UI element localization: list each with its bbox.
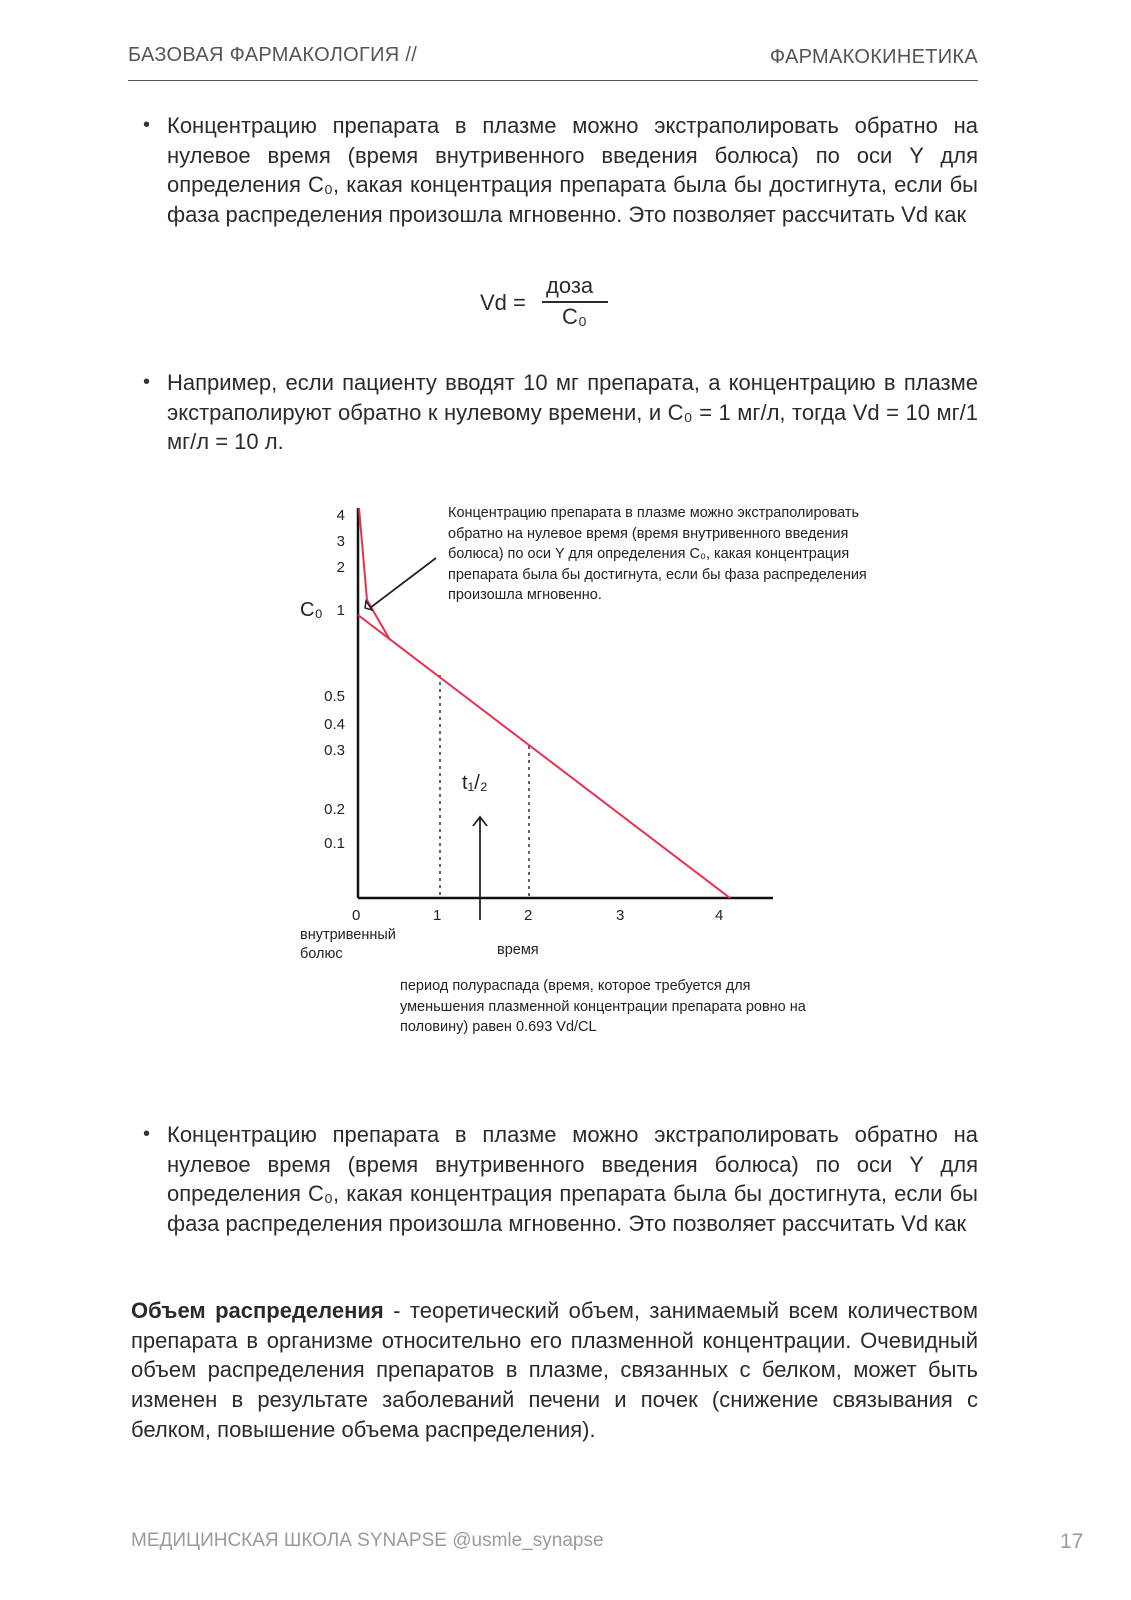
y-tick-label: 4 — [336, 507, 345, 524]
x-tick-label: 0 — [352, 907, 361, 924]
definition-paragraph — [131, 1296, 978, 1445]
formula-fraction-bar — [542, 301, 608, 303]
page-header — [128, 42, 978, 81]
x-tick-label: 4 — [715, 907, 724, 924]
header-book-title: БАЗОВАЯ ФАРМАКОЛОГИЯ // — [128, 44, 418, 66]
x-axis-title: время — [497, 942, 539, 958]
c0-annotation-text: Концентрацию препарата в плазме можно экстраполировать обратно на нулевое время (время внутривенного введения болюса) по оси Y для определения C₀, какая концентрация препарата была бы достигнута, если бы фаза распределения произошла мгновенно. — [448, 505, 867, 603]
y-tick-label: 0.3 — [324, 742, 345, 759]
t-half-label: t₁/₂ — [462, 772, 488, 794]
formula-denominator: C₀ — [562, 304, 588, 329]
header-chapter-title: ФАРМАКОКИНЕТИКА — [769, 46, 978, 68]
x-tick-label: 1 — [433, 907, 442, 924]
formula-lhs: Vd = — [480, 290, 526, 315]
definition-term: Объем распределения — [131, 1298, 384, 1323]
bullet-paragraph-2: • Например, если пациенту вводят 10 мг препарата, а концентрацию в плазме экстраполируют обратно к нулевому времени, и C₀ = 1 мг/л, тогда Vd = 10 мг/1 мг/л = 10 л. — [167, 368, 978, 457]
pharmacokinetics-chart — [290, 500, 890, 1060]
definition-text: - теоретический объем, занимаемый всем количеством препарата в организме относительно его плазменной концентрации. Очевидный объем распределения препаратов в плазме, связанных с белком, может быть изменен в результате заболеваний печени и почек (снижение связывания с белком, повышение объема распределения). — [131, 1298, 978, 1442]
y-tick-label: 0.2 — [324, 801, 345, 818]
page-number: 17 — [1060, 1530, 1084, 1553]
c0-axis-marker: C₀ — [300, 599, 323, 621]
y-tick-label: 0.1 — [324, 835, 345, 852]
elimination-phase-line — [358, 615, 730, 898]
y-tick-label: 0.5 — [324, 688, 345, 705]
y-tick-label: 1 — [336, 602, 345, 619]
halflife-annotation-text: период полураспада (время, которое требуется для уменьшения плазменной концентрации препарата ровно на половину) равен 0.693 Vd/CL — [400, 978, 806, 1035]
x-tick-label: 3 — [616, 907, 625, 924]
annotation-pointer-line — [370, 558, 436, 608]
footer-school-name: МЕДИЦИНСКАЯ ШКОЛА SYNAPSE @usmle_synapse — [131, 1530, 604, 1551]
bullet-paragraph-3: • Концентрацию препарата в плазме можно экстраполировать обратно на нулевое время (время внутривенного введения болюса) по оси Y для определения C₀, какая концентрация препарата была бы достигнута, если бы фаза распределения произошла мгновенно. Это позволяет рассчитать Vd как — [167, 1120, 978, 1239]
bullet-paragraph-1: • Концентрацию препарата в плазме можно экстраполировать обратно на нулевое время (время внутривенного введения болюса) по оси Y для определения C₀, какая концентрация препарата была бы достигнута, если бы фаза распределения произошла мгновенно. Это позволяет рассчитать Vd как — [167, 111, 978, 230]
y-tick-label: 3 — [336, 533, 345, 550]
y-tick-label: 0.4 — [324, 716, 345, 733]
iv-bolus-label: внутривенный болюс — [300, 927, 396, 962]
formula-numerator: доза — [546, 273, 594, 298]
y-tick-label: 2 — [336, 559, 345, 576]
x-tick-label: 2 — [524, 907, 533, 924]
vd-formula — [480, 273, 620, 336]
